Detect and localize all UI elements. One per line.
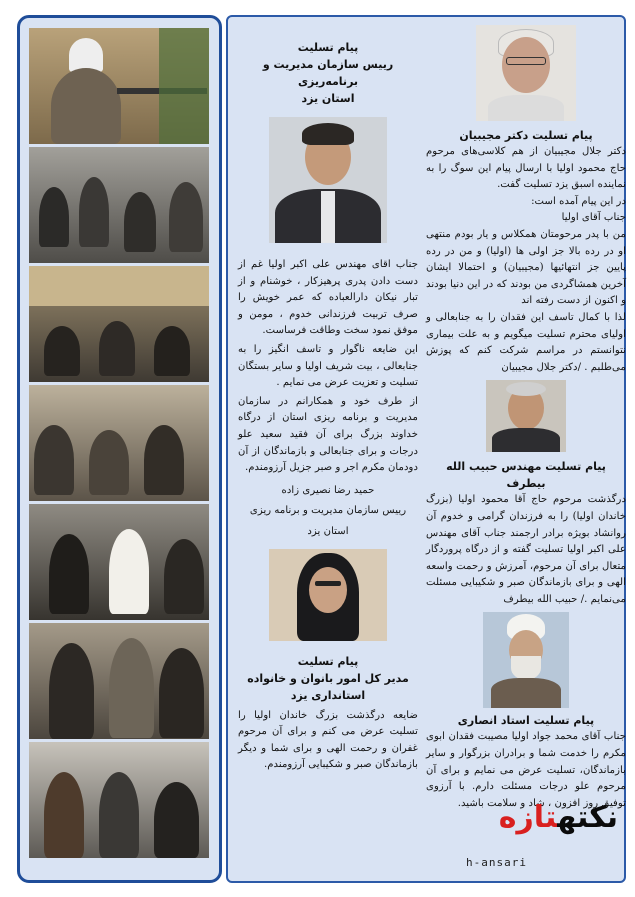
mojibian-lead: در این پیام آمده است: — [531, 195, 626, 207]
gallery-photo-handshake — [29, 623, 209, 739]
ansari-portrait — [483, 612, 569, 708]
gallery-photo-visitors — [29, 742, 209, 858]
planning-signer-region: استان یزد — [307, 525, 349, 537]
bitaraf-portrait — [486, 380, 566, 452]
site-logo: نکتهتازه — [498, 800, 618, 835]
planning-chief-portrait — [269, 117, 387, 243]
mojibian-title: پیام تسلیت دکتر مجیبیان — [459, 129, 593, 142]
women-director-portrait — [269, 549, 387, 641]
gallery-photo-audience-3 — [29, 385, 209, 501]
gallery-photo-guests — [29, 504, 209, 620]
gallery-photo-audience-1 — [29, 147, 209, 263]
planning-signer-role: رییس سازمان مدیریت و برنامه ریزی — [249, 505, 407, 517]
women-body: ضایعه درگذشت بزرگ خاندان اولیا را تسلیت عرض می کنم و برای آن مرحوم غفران و رحمت الهی و برای شما و دیگر بازماندگان صبر و شکیبایی آرزومندم. — [238, 709, 418, 771]
planning-para-1: جناب اقای مهندس علی اکبر اولیا غم از دست دادن پدری پرهیزکار ، خوشنام و از تبار نیکان دارالعباده که عمر خویش را صرف تربیت فرزندانی خدوم ، مومن و موفق نمود سخت وطاقت فرساست. — [238, 259, 418, 337]
right-column — [426, 17, 626, 812]
mojibian-closing: لذا با کمال تاسف این فقدان را به جنابعالی و اولیای محترم تسلیت میگویم و به علت بیماری نتوانستم در مراسم شرکت کنم که پوزش می‌طلبم . /دکتر جلال مجیبیان — [426, 311, 626, 373]
planning-headline: پیام تسلیت رییس سازمان مدیریت و برنامه‌ریزی استان یزد — [262, 41, 394, 105]
gallery-photo-audience-2 — [29, 266, 209, 382]
bitaraf-title: پیام تسلیت مهندس حبیب الله بیطرف — [446, 460, 606, 491]
planning-signer-name: حمید رضا نصیری زاده — [281, 484, 375, 496]
condolence-panel — [226, 15, 626, 883]
bitaraf-body: درگذشت مرحوم حاج آقا محمود اولیا (بزرگ خاندان اولیا) را به فرزندان گرامی و خدوم آن روانشاد بویژه برادر ارجمند جناب آقای مهندس علی اکبر اولیا تسلیت گفته و از درگاه پروردگار متعال برای آن مرحوم، آمرزش و رحمت واسعه الهی و برای بازماندگان صبر و شکیبایی مسئلت می‌نمایم ./ حبیب الله بیطرف — [426, 494, 626, 605]
planning-para-3: از طرف خود و همکارانم در سازمان مدیریت و برنامه ریزی استان از درگاه خداوند بزرگ برای آن فقید سعید علو درجات و برای جنابعالی و بازماندگان از آن دودمان مکرم اجر و صبر جزیل آرزومندم. — [238, 395, 418, 474]
mojibian-portrait — [476, 25, 576, 121]
gallery-photo-speaker — [29, 28, 209, 144]
photo-gallery-panel — [17, 15, 222, 883]
mojibian-body: من با پدر مرحومتان همکلاس و یار بودم منتهی او در رده بالا جز اولی ها (اولیا) و من در رده پایین جز انتهائیها (مجیبیان) و احتمالا ایشان آخرین همشاگردی من بودند که در این دنیا بودند و اکنون از دست رفته اند — [426, 228, 626, 307]
mojibian-addressee: جناب آقای اولیا — [561, 212, 626, 224]
mojibian-intro: دکتر جلال مجیبیان از هم کلاسی‌های مرحوم حاج محمود اولیا با ارسال پیام این سوگ را به نماینده اسبق یزد تسلیت گفت. — [426, 146, 626, 191]
planning-para-2: این ضایعه ناگوار و تاسف انگیز را به جنابعالی ، بیت شریف اولیا و سایر بستگان تسلیت و تعزیت عرض می نمایم . — [238, 343, 418, 389]
credit-line: h-ansari — [466, 856, 527, 869]
site-watermark — [444, 800, 624, 876]
middle-column — [238, 17, 418, 774]
ansari-title: پیام تسلیت استاد انصاری — [457, 714, 595, 728]
women-headline: پیام تسلیت مدیر کل امور بانوان و خانواده استانداری یزد — [247, 654, 409, 702]
ansari-body: جناب آقای محمد جواد اولیا مصیبت فقدان ابوی مکرم را خدمت شما و برادران بزرگوار و سایر بازماندگان، تسلیت عرض می نمایم و برای آن مرحوم علو درجات مسئلت دارم. با آرزوی توفیق روز افزون ، شاد و سلامت باشید. — [426, 731, 626, 809]
